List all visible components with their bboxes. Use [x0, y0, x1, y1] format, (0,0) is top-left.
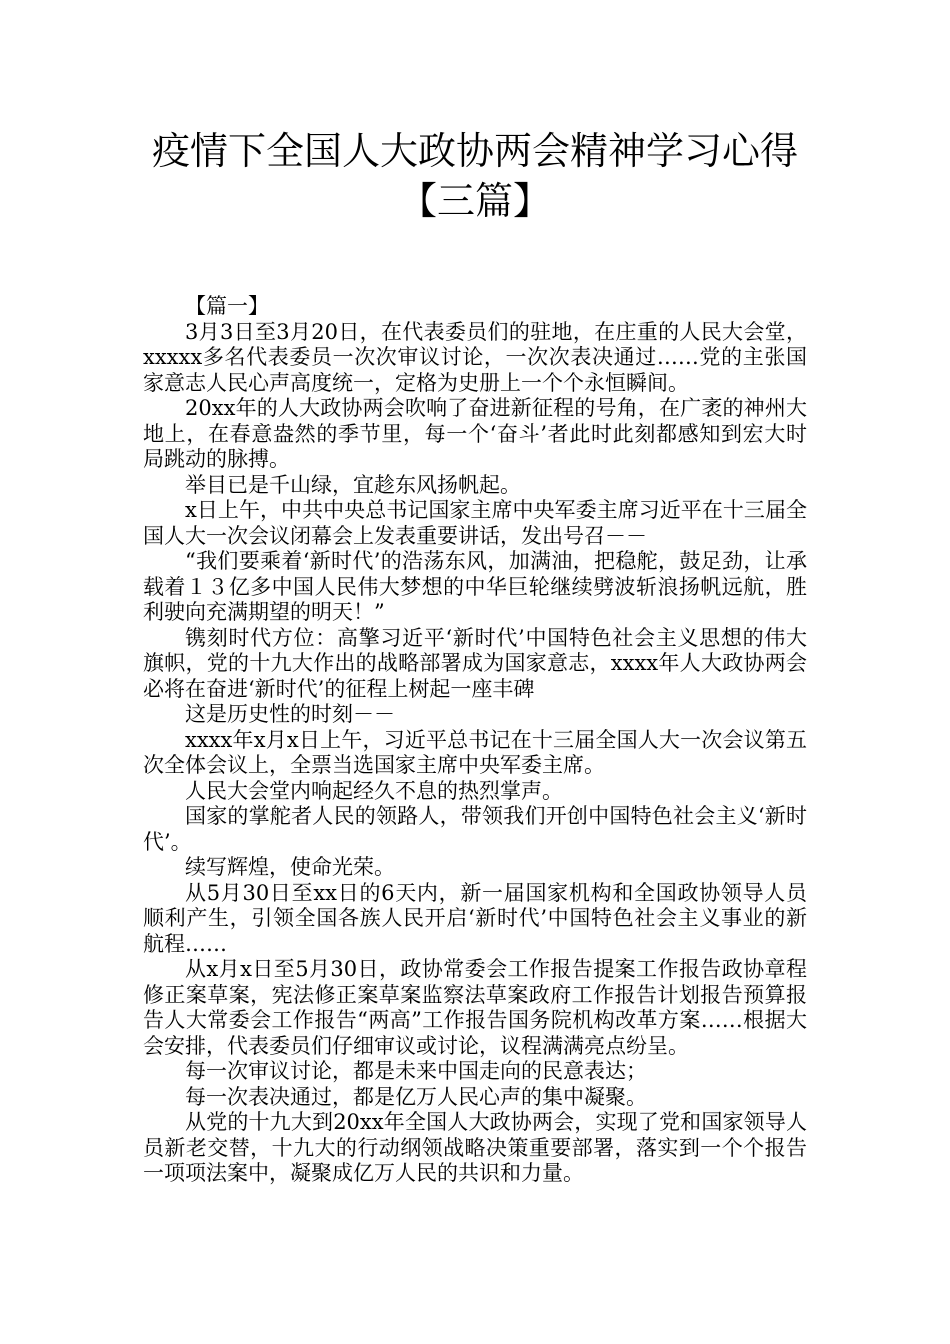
paragraph-14: 每一次审议讨论，都是未来中国走向的民意表达； — [185, 1059, 647, 1083]
paragraph-1: 3月3日至3月20日，在代表委员们的驻地，在庄重的人民大会堂，xxxxx多名代表委员一次次审议讨论，一次次表决通过……党的主张国家意志人民心声高度统一，定格为史册上一个个永恒瞬间。 — [143, 319, 807, 395]
paragraph-3: 举目已是千山绿，宜趁东风扬帆起。 — [185, 472, 521, 497]
document-title — [0, 126, 950, 226]
paragraph-13: 从x月x日至5月30日，政协常委会工作报告提案工作报告政协章程修正案草案，宪法修正案草案监察法草案政府工作报告计划报告预算报告人大常委会工作报告“两高”工作报告国务院机构改革方案……根据大会安排，代表委员们仔细审议或讨论，议程满满亮点纷呈。 — [143, 957, 807, 1058]
paragraph-15: 每一次表决通过，都是亿万人民心声的集中凝聚。 — [185, 1084, 647, 1109]
paragraph-16: 从党的十九大到20xx年全国人大政协两会，实现了党和国家领导人员新老交替，十九大的行动纲领战略决策重要部署，落实到一个个报告一项项法案中，凝聚成亿万人民的共识和力量。 — [143, 1110, 807, 1185]
paragraph-4: x日上午，中共中央总书记国家主席中央军委主席习近平在十三届全国人大一次会议闭幕会上发表重要讲话，发出号召－－ — [143, 498, 807, 548]
paragraph-2: 20xx年的人大政协两会吹响了奋进新征程的号角，在广袤的神州大地上，在春意盎然的季节里，每一个‘奋斗’者此时此刻都感知到宏大时局跳动的脉搏。 — [143, 396, 807, 471]
paragraph-9: 人民大会堂内响起经久不息的热烈掌声。 — [185, 778, 563, 803]
paragraph-11: 续写辉煌，使命光荣。 — [185, 855, 395, 879]
paragraph-7: 这是历史性的时刻－－ — [185, 702, 395, 726]
paragraph-5: “我们要乘着‘新时代’的浩荡东风，加满油，把稳舵，鼓足劲，让承载着１３亿多中国人民伟大梦想的中华巨轮继续劈波斩浪扬帆远航，胜利驶向充满期望的明天！” — [143, 549, 807, 624]
title-line-1: 疫情下全国人大政协两会精神学习心得 — [151, 129, 798, 173]
paragraph-10: 国家的掌舵者人民的领路人，带领我们开创中国特色社会主义‘新时代’。 — [143, 804, 807, 854]
paragraph-12: 从5月30日至xx日的6天内，新一届国家机构和全国政协领导人员顺利产生，引领全国各族人民开启‘新时代’中国特色社会主义事业的新航程…… — [143, 880, 807, 956]
paragraph-6: 镌刻时代方位：高擎习近平‘新时代’中国特色社会主义思想的伟大旗帜，党的十九大作出的战略部署成为国家意志，xxxx年人大政协两会必将在奋进‘新时代’的征程上树起一座丰碑 — [143, 625, 807, 701]
section-label: 【篇一】 — [185, 294, 269, 318]
paragraph-8: xxxx年x月x日上午，习近平总书记在十三届全国人大一次会议第五次全体会议上，全票当选国家主席中央军委主席。 — [143, 727, 807, 777]
title-line-2: 【三篇】 — [398, 179, 551, 223]
document-body — [143, 294, 807, 1187]
